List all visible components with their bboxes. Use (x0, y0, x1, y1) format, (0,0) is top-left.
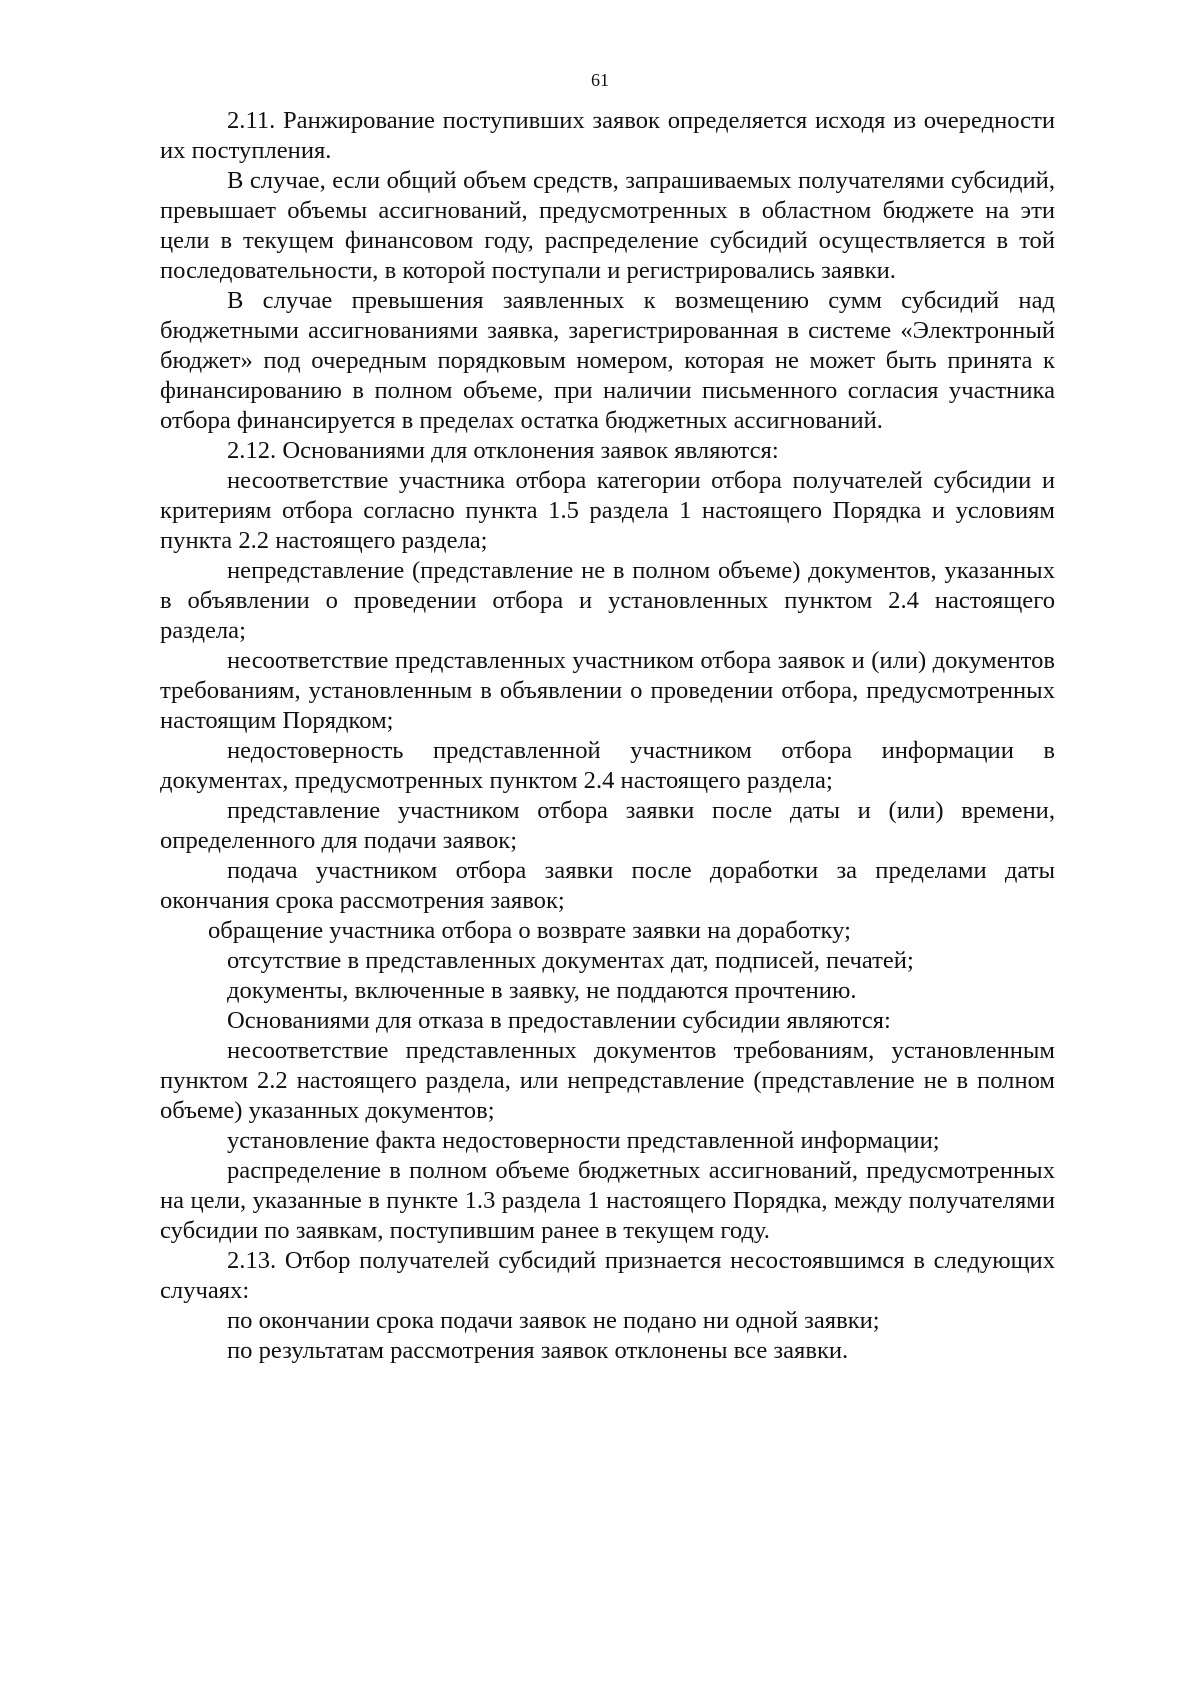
paragraph-2-12-heading: 2.12. Основаниями для отклонения заявок являются: (227, 437, 779, 464)
paragraph-partial-financing: В случае превышения заявленных к возмещению сумм субсидий над бюджетными ассигнованиями заявка, зарегистрированная в системе «Электронный бюджет» под очередным порядковым номером, которая не может быть принята к финансированию в полном объеме, при наличии письменного согласия участника отбора финансируется в пределах остатка бюджетных ассигнований. (160, 287, 1055, 434)
refusal-ground-documents: несоответствие представленных документов требованиям, установленным пунктом 2.2 настоящего раздела, или непредставление (представление не в полном объеме) указанных документов; (160, 1037, 1055, 1124)
rejection-ground-missing-signatures: отсутствие в представленных документах дат, подписей, печатей; (227, 947, 914, 974)
document-body (160, 106, 1055, 1366)
paragraph-2-11: 2.11. Ранжирование поступивших заявок определяется исходя из очередности их поступления. (160, 107, 1055, 164)
rejection-ground-category: несоответствие участника отбора категории отбора получателей субсидии и критериям отбора согласно пункта 1.5 раздела 1 настоящего Порядка и условиям пункта 2.2 настоящего раздела; (160, 467, 1055, 554)
refusal-grounds-heading: Основаниями для отказа в предоставлении субсидии являются: (227, 1007, 891, 1034)
rejection-ground-return-request: обращение участника отбора о возврате заявки на доработку; (208, 917, 851, 944)
paragraph-2-13: 2.13. Отбор получателей субсидий признается несостоявшимся в следующих случаях: (160, 1247, 1055, 1304)
page-number: 61 (591, 70, 609, 90)
rejection-ground-late-submission: представление участником отбора заявки после даты и (или) времени, определенного для подачи заявок; (160, 797, 1055, 854)
rejection-ground-unreadable: документы, включенные в заявку, не поддаются прочтению. (227, 977, 857, 1004)
refusal-ground-false-info: установление факта недостоверности представленной информации; (227, 1127, 940, 1154)
failed-selection-no-applications: по окончании срока подачи заявок не подано ни одной заявки; (227, 1307, 880, 1334)
paragraph-budget-excess: В случае, если общий объем средств, запрашиваемых получателями субсидий, превышает объемы ассигнований, предусмотренных в областном бюджете на эти цели в текущем финансовом году, распределение субсидий осуществляется в той последовательности, в которой поступали и регистрировались заявки. (160, 167, 1055, 284)
rejection-ground-false-info: недостоверность представленной участником отбора информации в документах, предусмотренных пунктом 2.4 настоящего раздела; (160, 737, 1055, 794)
refusal-ground-budget-distributed: распределение в полном объеме бюджетных ассигнований, предусмотренных на цели, указанные в пункте 1.3 раздела 1 настоящего Порядка, между получателями субсидии по заявкам, поступившим ранее в текущем году. (160, 1157, 1055, 1244)
rejection-ground-late-revision: подача участником отбора заявки после доработки за пределами даты окончания срока рассмотрения заявок; (160, 857, 1055, 914)
rejection-ground-nonconformity: несоответствие представленных участником отбора заявок и (или) документов требованиям, установленным в объявлении о проведении отбора, предусмотренных настоящим Порядком; (160, 647, 1055, 734)
rejection-ground-missing-documents: непредставление (представление не в полном объеме) документов, указанных в объявлении о проведении отбора и установленных пунктом 2.4 настоящего раздела; (160, 557, 1055, 644)
failed-selection-all-rejected: по результатам рассмотрения заявок отклонены все заявки. (227, 1337, 849, 1364)
